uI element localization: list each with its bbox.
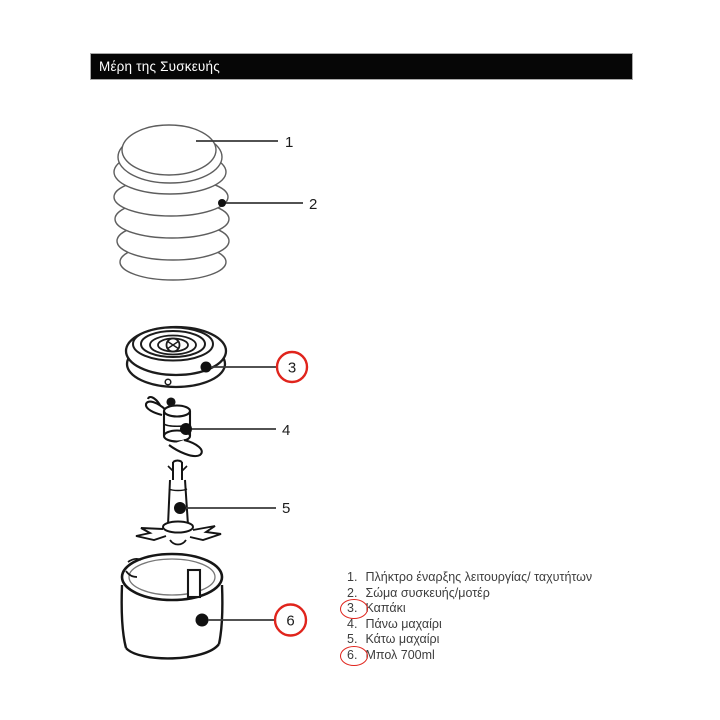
legend-item-1 bbox=[347, 570, 592, 586]
callout-label-3: 3 bbox=[287, 359, 297, 377]
legend-label-5: Κάτω μαχαίρι bbox=[365, 632, 440, 647]
bowl-callout-dot bbox=[196, 614, 209, 627]
legend-item-4 bbox=[347, 617, 592, 633]
motor-body bbox=[114, 125, 229, 280]
legend-number-4: 4. bbox=[347, 616, 358, 631]
callout-label-2: 2 bbox=[309, 196, 318, 213]
legend-item-6 bbox=[347, 648, 592, 664]
legend-label-2: Σώμα συσκευής/μοτέρ bbox=[365, 585, 490, 600]
legend-number-1: 1. bbox=[347, 570, 358, 584]
legend-label-4: Πάνω μαχαίρι bbox=[365, 616, 442, 631]
upper-blade-callout-dot bbox=[180, 423, 192, 435]
legend-label-6: Μπολ 700ml bbox=[365, 647, 435, 662]
lower-blade bbox=[136, 461, 221, 545]
callout-label-6: 6 bbox=[286, 612, 295, 630]
callout-dot-2 bbox=[218, 199, 226, 207]
callout-label-4: 4 bbox=[282, 422, 291, 439]
legend-item-3 bbox=[347, 601, 592, 617]
upper-blade bbox=[146, 397, 202, 456]
lid-callout-dot bbox=[201, 362, 212, 373]
legend-label-3: Καπάκι bbox=[365, 601, 406, 616]
parts-legend bbox=[347, 570, 592, 664]
legend-number-3-highlighted: 3. bbox=[347, 601, 362, 617]
legend-number-6-highlighted: 6. bbox=[347, 648, 362, 664]
bowl bbox=[122, 554, 223, 658]
callout-label-1: 1 bbox=[285, 134, 294, 151]
callout-label-5: 5 bbox=[282, 500, 291, 517]
lower-blade-callout-dot bbox=[174, 502, 186, 514]
power-button bbox=[118, 125, 222, 183]
legend-label-1: Πλήκτρο έναρξης λειτουργίας/ ταχυτήτων bbox=[365, 570, 593, 584]
lid bbox=[126, 327, 226, 387]
legend-number-2: 2. bbox=[347, 585, 358, 600]
legend-item-2 bbox=[347, 586, 592, 602]
legend-item-5 bbox=[347, 632, 592, 648]
legend-number-5: 5. bbox=[347, 632, 358, 647]
section-title: Μέρη της Συσκευής bbox=[99, 59, 220, 74]
